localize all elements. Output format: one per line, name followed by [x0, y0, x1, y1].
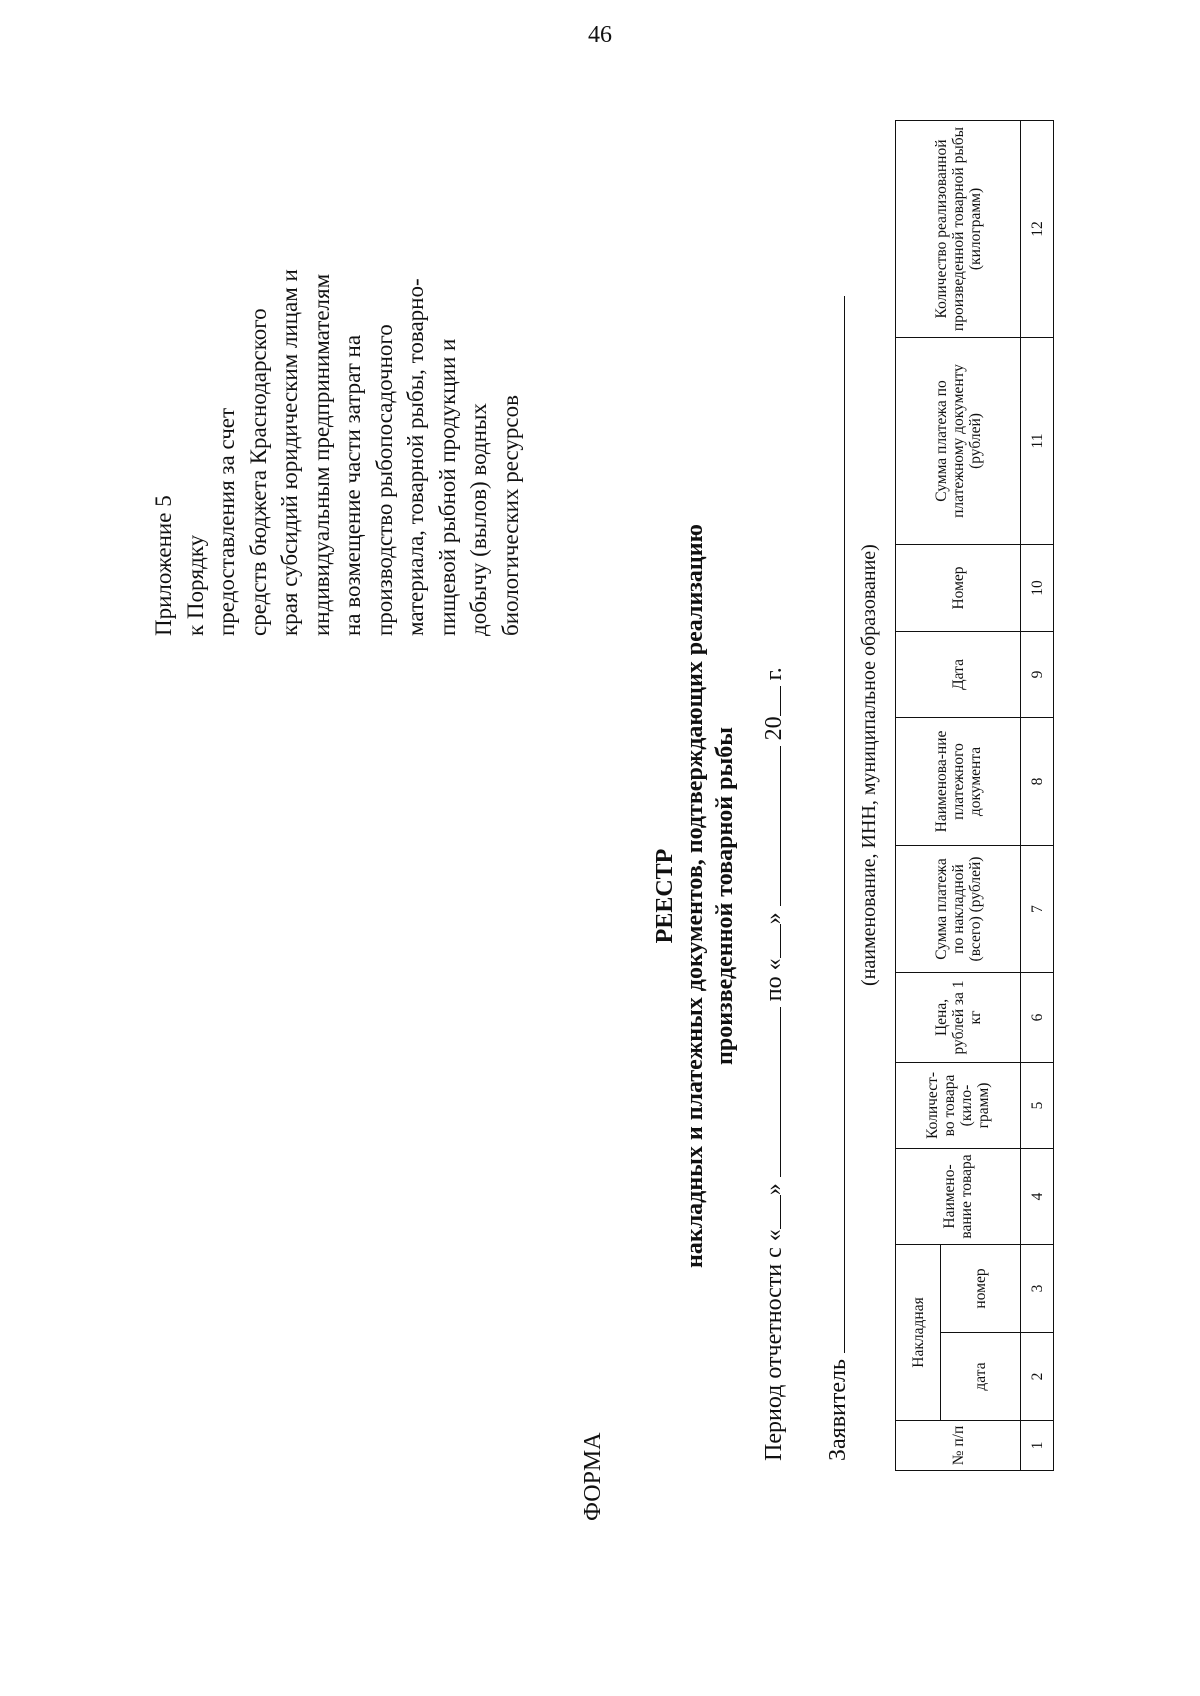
header-payment-sum: Сумма платежа по платежному документу (рублей)	[896, 337, 1021, 544]
register-table	[895, 120, 1054, 1471]
approval-line: производство рыбопосадочного	[371, 324, 397, 636]
header-goods-name: Наимено-вание товара	[896, 1148, 1021, 1244]
approval-line: биологических ресурсов	[497, 395, 523, 636]
approval-line: добычу (вылов) водных	[466, 403, 491, 636]
period-prefix: Период отчетности с «	[761, 1229, 787, 1461]
column-number: 2	[1021, 1333, 1054, 1421]
header-payment-doc-name: Наименова-ние платежного документа	[896, 717, 1021, 845]
header-num: № п/п	[896, 1421, 1021, 1471]
applicant-row	[822, 296, 852, 1461]
header-date: Дата	[896, 631, 1021, 717]
applicant-label: Заявитель	[825, 1359, 851, 1461]
applicant-field[interactable]	[822, 296, 845, 1353]
column-number: 8	[1021, 717, 1054, 845]
header-quantity: Количест-во товара (кило-грамм)	[896, 1062, 1021, 1148]
period-end-day-field[interactable]	[758, 924, 781, 958]
column-number: 6	[1021, 972, 1054, 1062]
approval-line: на возмещение части затрат на	[340, 334, 365, 636]
period-year-prefix: 20	[761, 716, 787, 741]
column-number: 11	[1021, 337, 1054, 544]
approval-block	[148, 231, 526, 636]
header-invoice-number: номер	[941, 1244, 1021, 1332]
approval-line: индивидуальным предпринимателям	[308, 273, 334, 636]
period-start-day-field[interactable]	[758, 1195, 781, 1229]
approval-line: края субсидий юридическим лицам и	[277, 269, 302, 636]
period-quote-close-1: »	[761, 1183, 787, 1196]
title-line-2: произведенной товарной рыбы	[712, 727, 738, 1065]
title-line-1: накладных и платежных документов, подтверждающих реализацию	[682, 524, 708, 1268]
approval-line: к Порядку	[182, 534, 208, 636]
document-title	[650, 396, 740, 1396]
page-number: 46	[588, 22, 612, 48]
header-invoice-sum: Сумма платежа по накладной (всего) (рублей)	[896, 845, 1021, 972]
period-year-field[interactable]	[758, 686, 781, 716]
landscape-content	[0, 126, 1050, 1696]
column-number: 4	[1021, 1148, 1054, 1244]
period-year-suffix: г.	[761, 667, 787, 681]
reporting-period	[758, 667, 788, 1461]
approval-line: средств бюджета Краснодарского	[245, 308, 271, 636]
period-start-month-field[interactable]	[758, 1007, 781, 1177]
approval-line: Приложение 5	[151, 495, 176, 636]
header-number: Номер	[896, 544, 1021, 631]
period-end-month-field[interactable]	[758, 746, 781, 906]
column-number: 7	[1021, 845, 1054, 972]
column-number: 9	[1021, 631, 1054, 717]
column-number: 12	[1021, 120, 1054, 337]
column-number: 1	[1021, 1421, 1054, 1471]
header-sold-quantity: Количество реализованной произведенной товарной рыбы (килограмм)	[896, 120, 1021, 337]
column-number: 3	[1021, 1244, 1054, 1332]
column-number: 10	[1021, 544, 1054, 631]
header-invoice-date: дата	[941, 1333, 1021, 1421]
header-price: Цена, рублей за 1 кг	[896, 972, 1021, 1062]
form-label: ФОРМА	[580, 1432, 606, 1521]
column-number-row	[1021, 120, 1054, 1470]
period-quote-close-2: »	[761, 912, 787, 925]
period-middle: по «	[761, 958, 787, 1002]
approval-line: пищевой рыбной продукции и	[434, 338, 460, 636]
title-heading: РЕЕСТР	[652, 848, 678, 944]
approval-line: предоставления за счет	[214, 407, 239, 636]
approval-line: материала, товарной рыбы, товарно-	[403, 278, 428, 636]
header-invoice: Накладная	[896, 1244, 941, 1420]
header-row	[896, 120, 941, 1470]
column-number: 5	[1021, 1062, 1054, 1148]
applicant-caption: (наименование, ИНН, муниципальное образование)	[858, 544, 880, 986]
